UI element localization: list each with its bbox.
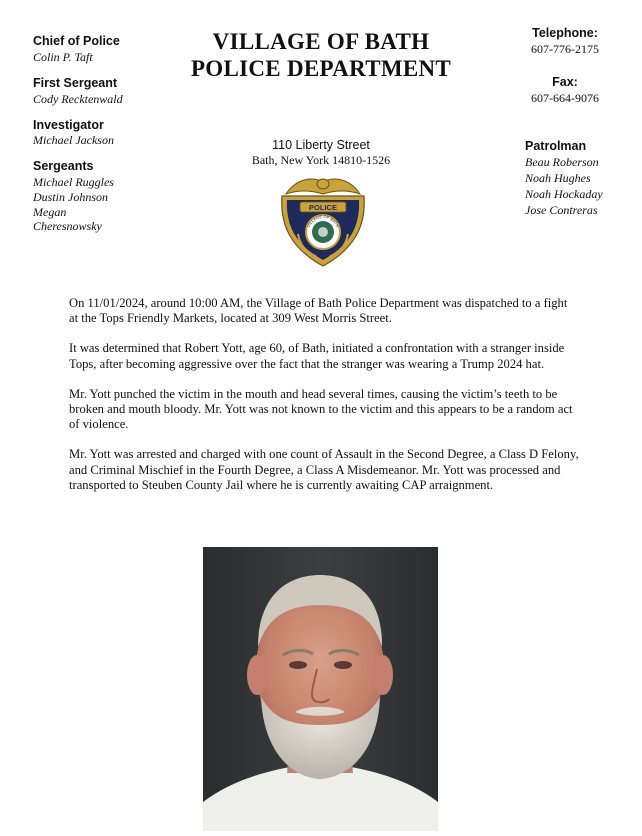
badge-top-text: POLICE bbox=[309, 203, 337, 212]
body-paragraph: On 11/01/2024, around 10:00 AM, the Village of Bath Police Department was dispatched to a fight at the Tops Friendly Markets, located at 309 West Morris Street. bbox=[69, 296, 568, 326]
fax-value: 607-664-9076 bbox=[531, 91, 599, 105]
patrolman-name: Noah Hughes bbox=[525, 171, 591, 185]
patrolman-name: Beau Roberson bbox=[525, 155, 599, 169]
address-city: Bath, New York 14810-1526 bbox=[251, 153, 391, 167]
chief-label: Chief of Police bbox=[33, 34, 120, 48]
press-release-body bbox=[69, 296, 579, 508]
mugshot-photo bbox=[203, 547, 438, 831]
first-sergeant-name: Cody Recktenwald bbox=[33, 92, 123, 106]
sergeants-label: Sergeants bbox=[33, 159, 94, 173]
body-paragraph: It was determined that Robert Yott, age 60, of Bath, initiated a confrontation with a stranger inside Tops, after becoming aggressive over the fact that the stranger was wearing a Trump 2024 hat. bbox=[69, 341, 565, 371]
police-badge bbox=[276, 174, 370, 268]
sergeant-name: Cheresnowsky bbox=[33, 219, 102, 233]
sergeant-name: Megan bbox=[33, 205, 67, 219]
fax-label: Fax: bbox=[552, 75, 578, 89]
patrolman-name: Jose Contreras bbox=[525, 203, 598, 217]
investigator-label: Investigator bbox=[33, 118, 104, 132]
telephone-value: 607-776-2175 bbox=[531, 42, 599, 56]
patrolman-label: Patrolman bbox=[525, 139, 587, 153]
badge-seal-text: VILLAGE OF BATH bbox=[305, 213, 341, 229]
telephone-label: Telephone: bbox=[532, 26, 598, 40]
chief-name: Colin P. Taft bbox=[33, 50, 93, 64]
body-paragraph: Mr. Yott punched the victim in the mouth and head several times, causing the victim’s teeth to be broken and mouth bloody. Mr. Yott was not known to the victim and this appears to be a random act of violence. bbox=[69, 386, 573, 432]
address-street: 110 Liberty Street bbox=[272, 138, 370, 152]
title-line-2: POLICE DEPARTMENT bbox=[190, 56, 452, 81]
sergeant-name: Michael Ruggles bbox=[33, 175, 114, 189]
sergeant-name: Dustin Johnson bbox=[33, 190, 108, 204]
title-line-1: VILLAGE OF BATH bbox=[212, 29, 430, 54]
body-paragraph: Mr. Yott was arrested and charged with one count of Assault in the Second Degree, a Class D Felony, and Criminal Mischief in the Fourth Degree, a Class A Misdemeanor. Mr. Yott was processed and transported to Steuben County Jail where he is currently awaiting CAP arraignment. bbox=[69, 447, 579, 492]
investigator-name: Michael Jackson bbox=[33, 133, 114, 147]
patrolman-name: Noah Hockaday bbox=[525, 187, 603, 201]
first-sergeant-label: First Sergeant bbox=[33, 76, 118, 90]
